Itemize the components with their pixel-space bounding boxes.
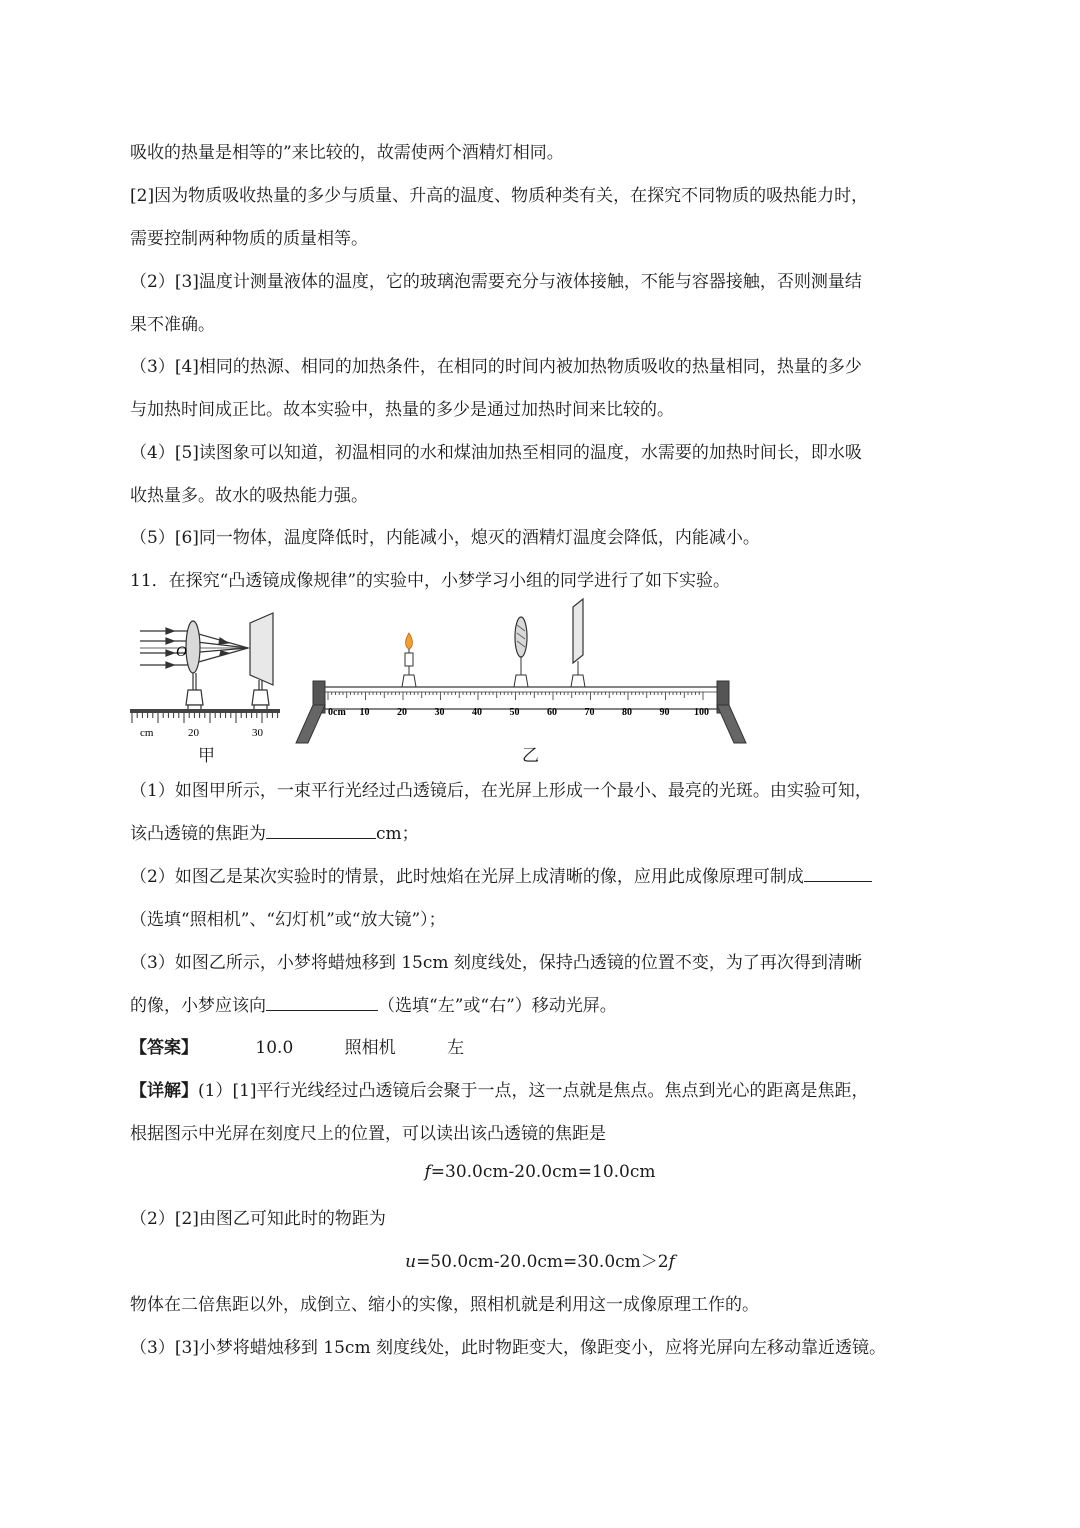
detail-line-1 <box>130 1076 869 1101</box>
question-1-suffix: cm； <box>376 824 419 844</box>
answer-blank-1 <box>266 821 376 839</box>
caption-jia: 甲 <box>198 746 215 766</box>
tick-label: 50 <box>509 707 520 718</box>
lens-experiment-figures <box>128 595 758 766</box>
detail-line-3: （2）[2]由图乙可知此时的物距为 <box>130 1209 386 1229</box>
var-f-2: f <box>668 1252 675 1272</box>
optical-bench <box>318 687 726 709</box>
question-3-prefix: 的像，小梦应该向 <box>130 996 266 1016</box>
light-screen <box>250 613 273 685</box>
question-2-prefix: （2）如图乙是某次实验时的情景，此时烛焰在光屏上成清晰的像，应用此成像原理可制成 <box>130 867 804 887</box>
detail-line-5: （3）[3]小梦将蜡烛移到 15cm 刻度线处，此时物距变大，像距变小，应将光屏向左移动靠近透镜。 <box>130 1338 886 1358</box>
equation-2: =50.0cm-20.0cm=30.0cm＞2 <box>416 1252 669 1272</box>
text-line: [2]因为物质吸收热量的多少与质量、升高的温度、物质种类有关，在探究不同物质的吸热能力时， <box>130 186 869 206</box>
tick-label: 30 <box>434 707 445 718</box>
answer-1: 10.0 <box>255 1038 294 1058</box>
var-f: f <box>424 1162 431 1182</box>
question-11-title: 11．在探究“凸透镜成像规律”的实验中，小梦学习小组的同学进行了如下实验。 <box>130 571 731 591</box>
question-3-line-2 <box>130 991 617 1016</box>
answer-blank-2 <box>804 864 872 882</box>
tick-label-30: 30 <box>252 727 263 739</box>
answer-label: 【答案】 <box>130 1038 198 1058</box>
text-line: （3）[4]相同的热源、相同的加热条件，在相同的时间内被加热物质吸收的热量相同，热量的多少 <box>130 357 862 377</box>
text-line: （4）[5]读图象可以知道，初温相同的水和煤油加热至相同的温度，水需要的加热时间长，即水吸 <box>130 443 862 463</box>
answer-2: 照相机 <box>344 1038 396 1058</box>
text-line: 与加热时间成正比。故本实验中，热量的多少是通过加热时间来比较的。 <box>130 400 674 420</box>
point-label-o: O <box>176 644 187 660</box>
tick-label: 70 <box>584 707 595 718</box>
text-line: （5）[6]同一物体，温度降低时，内能减小，熄灭的酒精灯温度会降低，内能减小。 <box>130 528 760 548</box>
text-line: 果不准确。 <box>130 315 215 335</box>
tick-label: 60 <box>547 707 557 718</box>
text-line: 吸收的热量是相等的”来比较的，故需使两个酒精灯相同。 <box>130 143 564 163</box>
question-3-line-1: （3）如图乙所示，小梦将蜡烛移到 15cm 刻度线处，保持凸透镜的位置不变，为了再次得到清晰 <box>130 953 862 973</box>
equation-object-distance <box>0 1247 1080 1272</box>
ruler-bar-jia <box>130 709 280 713</box>
detail-line-4: 物体在二倍焦距以外，成倒立、缩小的实像，照相机就是利用这一成像原理工作的。 <box>130 1295 759 1315</box>
equation-focal-length <box>0 1162 1080 1182</box>
unit-label-jia: cm <box>140 727 154 739</box>
text-line: （2）[3]温度计测量液体的温度，它的玻璃泡需要充分与液体接触，不能与容器接触，否则测量结 <box>130 272 862 292</box>
tick-label: 40 <box>472 707 482 718</box>
unit-label-yi: 0cm <box>328 707 346 718</box>
text-line: 需要控制两种物质的质量相等。 <box>130 229 368 249</box>
answer-3: 左 <box>447 1038 465 1058</box>
convex-lens <box>186 621 200 673</box>
equation-1: =30.0cm-20.0cm=10.0cm <box>430 1162 656 1182</box>
question-1-prefix: 该凸透镜的焦距为 <box>130 824 266 844</box>
candle <box>402 633 416 687</box>
tick-label: 100 <box>694 707 709 718</box>
tick-label: 20 <box>397 707 407 718</box>
tick-label-20: 20 <box>188 727 199 739</box>
var-u: u <box>405 1252 417 1272</box>
question-2-line-2: （选填“照相机”、“幻灯机”或“放大镜”）； <box>130 910 446 930</box>
detail-label: 【详解】 <box>130 1081 198 1101</box>
answer-line <box>130 1033 464 1058</box>
tick-label: 90 <box>659 707 670 718</box>
caption-yi: 乙 <box>522 746 539 766</box>
convex-lens-yi <box>514 617 528 687</box>
text-line: 收热量多。故水的吸热能力强。 <box>130 486 368 506</box>
figure-yi <box>296 599 746 743</box>
detail-text-1: (1）[1]平行光线经过凸透镜后会聚于一点，这一点就是焦点。焦点到光心的距离是焦距， <box>198 1081 869 1101</box>
question-1-line-1: （1）如图甲所示，一束平行光经过凸透镜后，在光屏上形成一个最小、最亮的光斑。由实验可知， <box>130 781 872 801</box>
figure-svg <box>128 595 758 745</box>
question-3-suffix: （选填“左”或“右”）移动光屏。 <box>378 996 617 1016</box>
question-1-line-2 <box>130 819 419 844</box>
tick-label: 10 <box>359 707 370 718</box>
light-screen-yi <box>571 599 585 687</box>
figure-jia <box>130 613 280 739</box>
detail-line-2: 根据图示中光屏在刻度尺上的位置，可以读出该凸透镜的焦距是 <box>130 1124 606 1144</box>
answer-blank-3 <box>266 993 378 1011</box>
tick-label: 80 <box>622 707 632 718</box>
question-2-line-1 <box>130 862 872 887</box>
